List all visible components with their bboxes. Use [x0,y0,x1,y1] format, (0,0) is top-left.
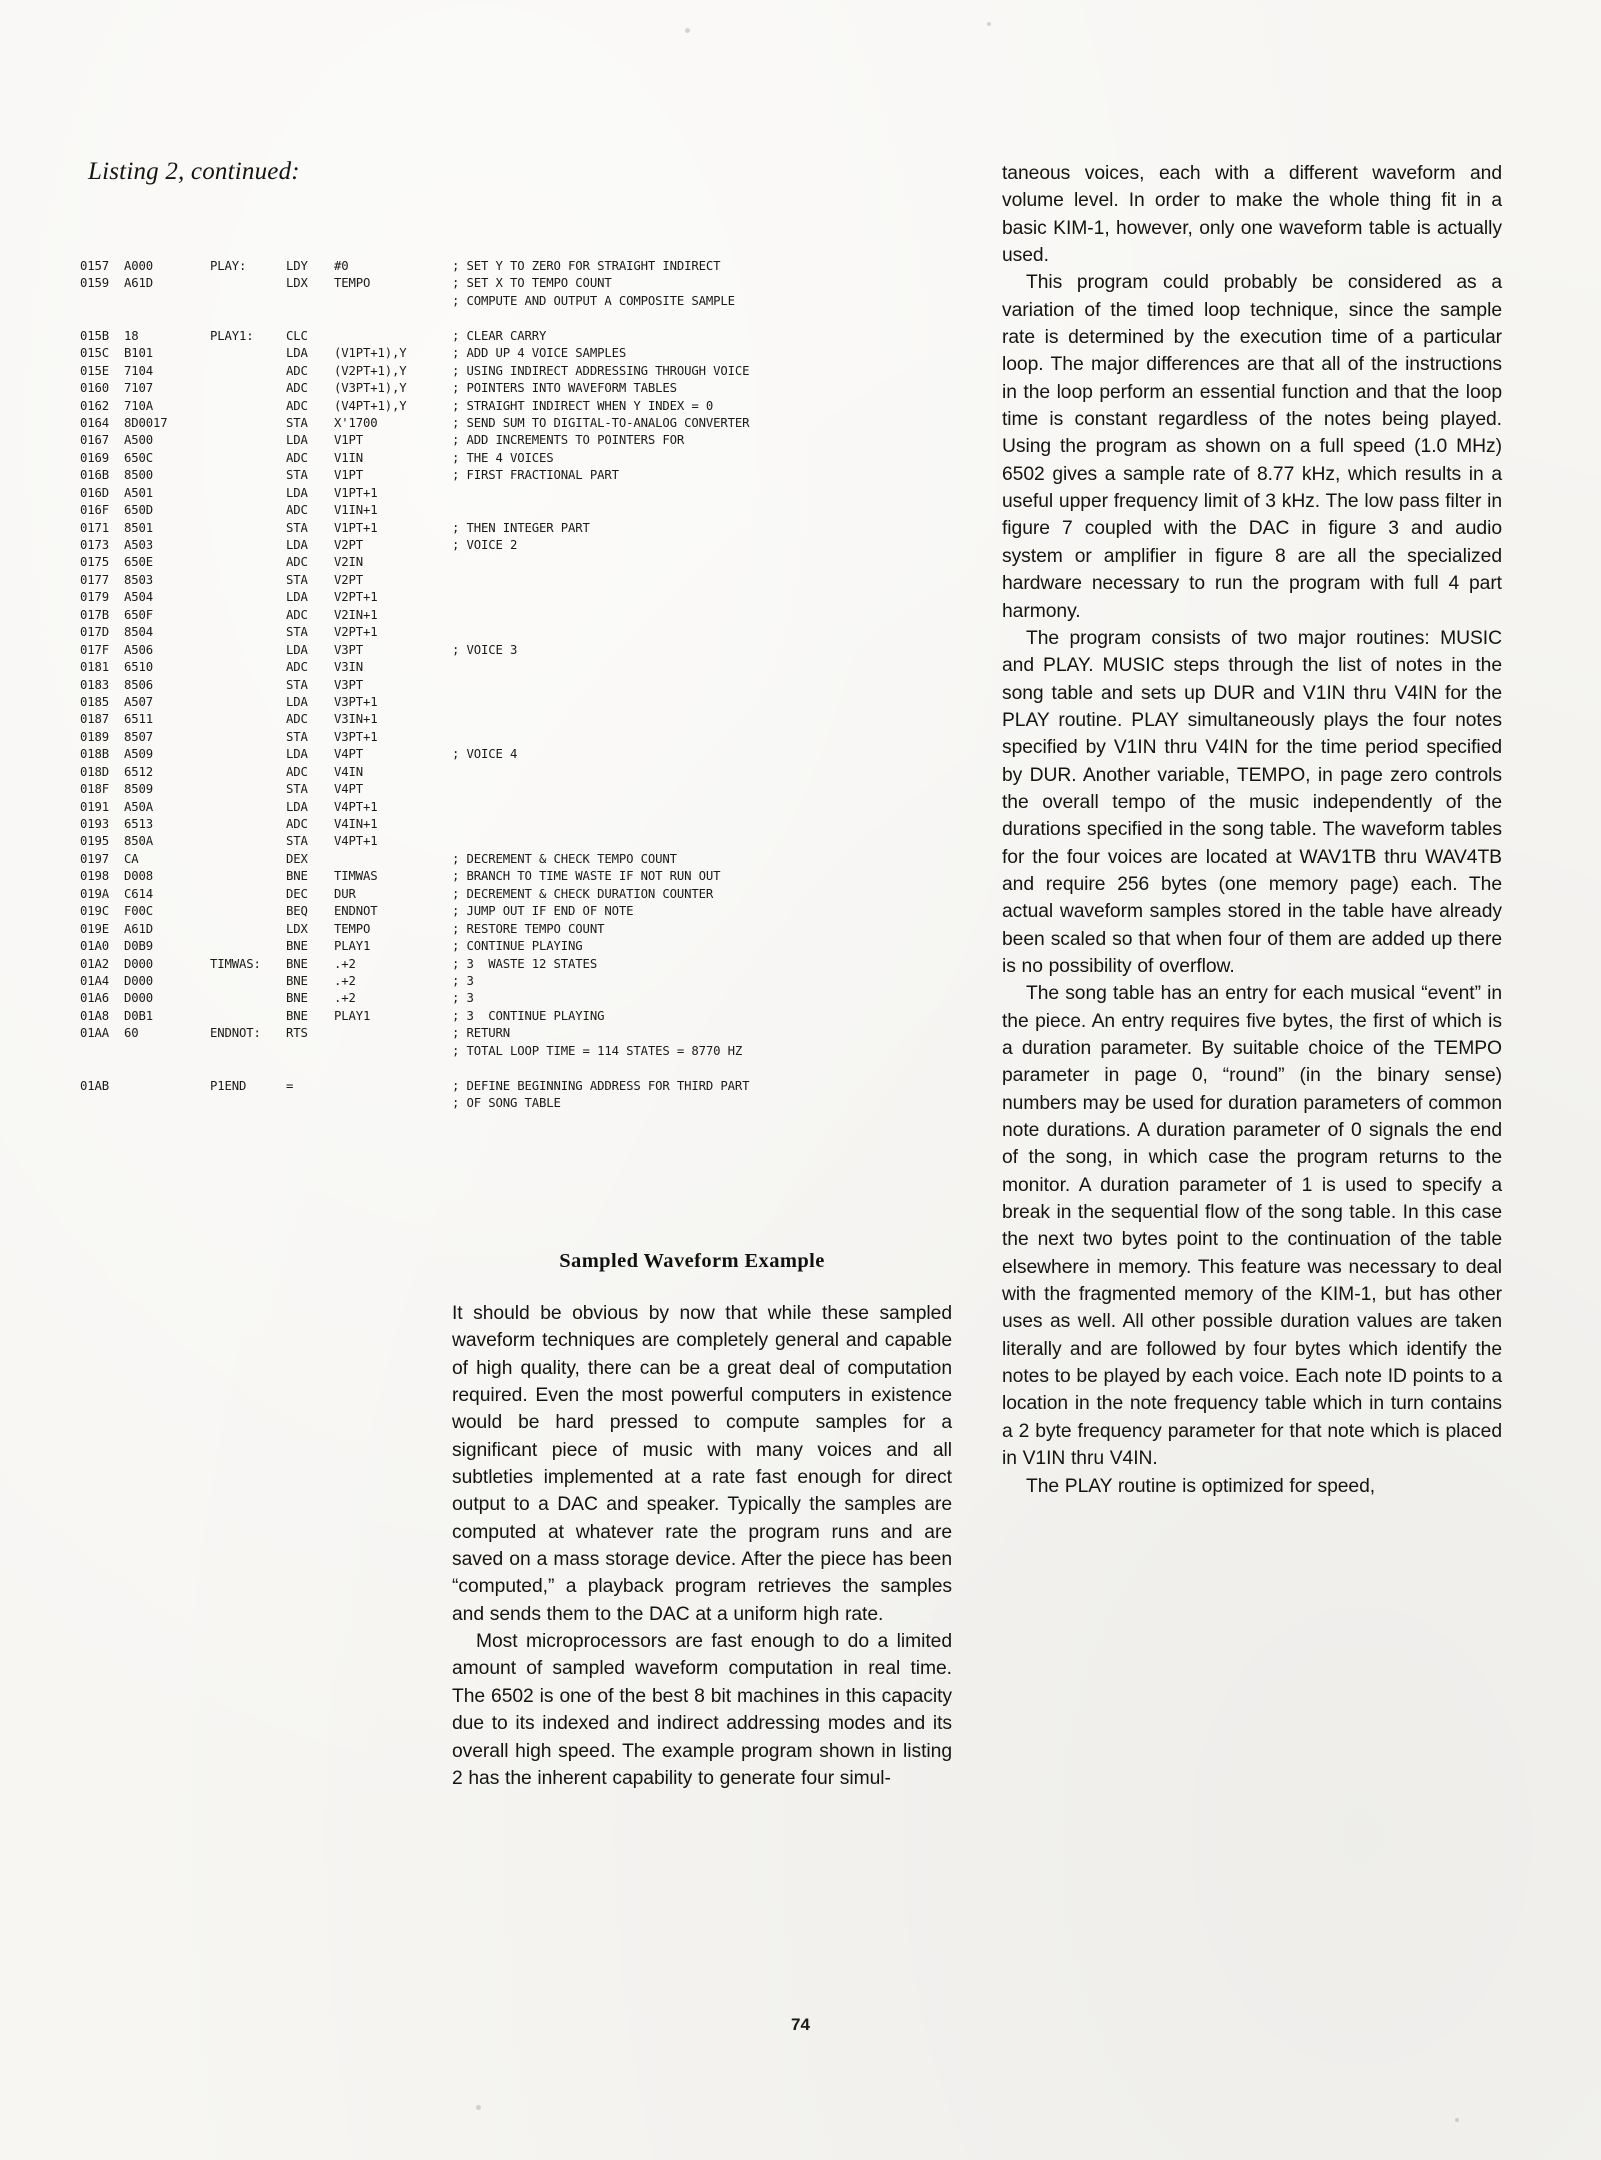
listing-object-code: A504 [124,590,154,605]
listing-operand: V2IN [334,555,364,570]
scan-speck [476,2105,481,2110]
listing-address: 0179 [80,590,110,605]
listing-comment: ; ADD INCREMENTS TO POINTERS FOR [452,433,685,448]
listing-row [80,833,720,850]
listing-address: 019C [80,904,110,919]
listing-operand: V1PT+1 [334,485,378,500]
listing-address: 0159 [80,276,110,291]
listing-object-code: A507 [124,694,154,709]
listing-object-code: A500 [124,433,154,448]
listing-object-code: A501 [124,485,154,500]
listing-address: 0164 [80,415,110,430]
listing-operand: TEMPO [334,276,371,291]
listing-operand: PLAY1 [334,1008,371,1023]
listing-address: 016D [80,485,110,500]
listing-object-code: 18 [124,328,139,343]
listing-mnemonic: ADC [286,660,308,675]
listing-operand: V2PT+1 [334,625,378,640]
listing-mnemonic: BEQ [286,904,308,919]
listing-row [80,1043,743,1060]
listing-mnemonic: LDX [286,276,308,291]
listing-row [80,956,720,973]
listing-operand: V4IN [334,764,364,779]
listing-object-code: 650F [124,607,154,622]
listing-comment: ; POINTERS INTO WAVEFORM TABLES [452,381,677,396]
listing-comment: ; OF SONG TABLE [452,1096,561,1110]
listing-row [80,729,720,746]
listing-row [80,520,720,537]
listing-mnemonic: LDA [286,485,308,500]
listing-row [80,537,720,554]
listing-object-code: D0B9 [124,939,154,954]
listing-address: 017F [80,642,110,657]
listing-operand: V2PT+1 [334,590,378,605]
listing-operand: ENDNOT [334,904,378,919]
listing-operand: TEMPO [334,921,371,936]
listing-row [80,764,720,781]
listing-address: 0171 [80,520,110,535]
listing-address: 015E [80,363,110,378]
listing-row [80,624,720,641]
listing-address: 0162 [80,398,110,413]
listing-operand: V3IN+1 [334,712,378,727]
listing-mnemonic: = [286,1078,294,1093]
listing-operand: V3IN [334,660,364,675]
body-paragraph: Most microprocessors are fast enough to do a limited amount of sampled waveform computation in real time. The 6502 is one of the best 8 bit machines in this capacity due to its indexed and indirect addressing modes and its overall high speed. The example program shown in listing 2 has the inherent capability to generate four simul- [452,1631,952,1789]
listing-row [80,990,720,1007]
listing-mnemonic: ADC [286,450,308,465]
listing-object-code: A61D [124,276,154,291]
listing-comment: ; THE 4 VOICES [452,450,554,465]
listing-object-code: A61D [124,921,154,936]
listing-address: 0185 [80,694,110,709]
listing-row [80,328,720,345]
listing-mnemonic: STA [286,834,308,849]
listing-row [80,363,750,380]
listing-operand: V4PT [334,782,364,797]
listing-mnemonic: CLC [286,328,308,343]
listing-row [80,554,720,571]
listing-operand: DUR [334,886,356,901]
listing-comment: ; COMPUTE AND OUTPUT A COMPOSITE SAMPLE [452,293,735,308]
listing-mnemonic: LDA [286,799,308,814]
listing-row [80,293,735,310]
listing-operand: V3PT [334,642,364,657]
listing-address: 0157 [80,259,110,273]
listing-object-code: 7104 [124,363,154,378]
listing-comment: ; ADD UP 4 VOICE SAMPLES [452,346,627,361]
listing-operand: V1PT [334,468,364,483]
listing-address: 017B [80,607,110,622]
listing-operand: V4PT+1 [334,799,378,814]
listing-comment: ; TOTAL LOOP TIME = 114 STATES = 8770 HZ [452,1043,743,1058]
listing-operand: V4IN+1 [334,817,378,831]
listing-operand: V3PT+1 [334,729,378,744]
listing-mnemonic: ADC [286,712,308,727]
listing-address: 0169 [80,450,110,465]
listing-address: 015C [80,346,110,361]
listing-object-code: D008 [124,869,154,884]
listing-operand: V3PT+1 [334,694,378,709]
listing-object-code: D000 [124,973,154,988]
listing-comment: ; CLEAR CARRY [452,328,547,343]
listing-label: ENDNOT: [210,1026,261,1041]
listing-mnemonic: DEX [286,851,308,866]
listing-mnemonic: ADC [286,607,308,622]
listing-object-code: A50A [124,799,154,814]
listing-mnemonic: STA [286,729,308,744]
listing-label: TIMWAS: [210,956,261,971]
listing-address: 0167 [80,433,110,448]
listing-object-code: 7107 [124,381,154,396]
listing-mnemonic: STA [286,782,308,797]
listing-row [80,694,720,711]
scan-speck [685,28,690,33]
listing-row [80,607,720,624]
assembly-listing [80,258,750,1112]
listing-mnemonic: LDA [286,346,308,361]
listing-comment: ; DECREMENT & CHECK DURATION COUNTER [452,886,714,901]
listing-address: 0198 [80,869,110,884]
listing-operand: (V1PT+1),Y [334,346,407,361]
listing-mnemonic: BNE [286,956,308,971]
listing-address: 0183 [80,677,110,692]
listing-row [80,659,720,676]
listing-mnemonic: RTS [286,1026,308,1041]
listing-operand: TIMWAS [334,869,378,884]
listing-address: 019A [80,886,110,901]
listing-object-code: 8504 [124,625,154,640]
listing-mnemonic: DEC [286,886,308,901]
listing-row [80,851,720,868]
body-paragraph: This program could probably be considered as a variation of the timed loop technique, since the sample rate is determined by the execution time of a particular loop. The major differences are that all of the instructions in the loop perform an essential function and that the loop time is constant regardless of the notes being played. Using the program as shown on a full speed (1.0 MHz) 6502 gives a sample rate of 8.77 kHz, which results in a useful upper frequency limit of 3 kHz. The low pass filter in figure 7 coupled with the DAC in figure 3 and audio system or amplifier in figure 8 are all the specialized hardware necessary to run the program with full 4 part harmony. [1002,272,1502,622]
listing-address: 01A6 [80,991,110,1006]
listing-operand: .+2 [334,991,356,1006]
listing-blank-line [80,1060,720,1077]
listing-row [80,415,750,432]
listing-operand: .+2 [334,973,356,988]
listing-address: 0191 [80,799,110,814]
listing-mnemonic: LDA [286,642,308,657]
listing-comment: ; 3 [452,991,474,1006]
listing-row [80,589,720,606]
listing-address: 018B [80,747,110,762]
listing-address: 016B [80,468,110,483]
listing-comment: ; 3 CONTINUE PLAYING [452,1008,605,1023]
listing-operand: .+2 [334,956,356,971]
listing-row [80,868,720,885]
listing-operand: V1IN [334,450,364,465]
listing-operand: V2PT [334,572,364,587]
listing-row [80,345,720,362]
listing-address: 0173 [80,538,110,552]
listing-object-code: B101 [124,346,154,361]
listing-address: 01A8 [80,1008,110,1023]
scan-speck [987,22,991,26]
listing-mnemonic: LDA [286,433,308,448]
listing-mnemonic: LDY [286,259,308,273]
listing-address: 01AA [80,1026,110,1041]
listing-mnemonic: ADC [286,764,308,779]
listing-comment: ; USING INDIRECT ADDRESSING THROUGH VOICE [452,363,750,378]
listing-comment: ; VOICE 3 [452,642,518,657]
listing-address: 019E [80,921,110,936]
listing-object-code: 8501 [124,520,154,535]
listing-mnemonic: BNE [286,973,308,988]
body-paragraph: The program consists of two major routines: MUSIC and PLAY. MUSIC steps through the list of notes in the song table and sets up DUR and V1IN thru V4IN for the PLAY routine. PLAY simultaneously plays the four notes specified by V1IN thru V4IN for the time period specified by DUR. Another variable, TEMPO, in page zero controls the overall tempo of the music independently of the durations specified in the song table. The waveform tables for the four voices are located at WAV1TB thru WAV4TB and require 256 bytes (one memory page) each. The actual waveform samples stored in the table have already been scaled so that when four of them are added up there is no possibility of overflow. [1002,627,1502,977]
listing-address: 0189 [80,729,110,744]
listing-label: PLAY: [210,259,247,273]
listing-object-code: 8506 [124,677,154,692]
listing-address: 0181 [80,660,110,675]
listing-object-code: 710A [124,398,154,413]
listing-comment: ; RESTORE TEMPO COUNT [452,921,605,936]
listing-row [80,572,720,589]
listing-operand: V3PT [334,677,364,692]
listing-comment: ; JUMP OUT IF END OF NOTE [452,904,634,919]
listing-row [80,677,720,694]
listing-object-code: 850A [124,834,154,849]
listing-row [80,450,720,467]
listing-mnemonic: STA [286,415,308,430]
body-paragraph: The PLAY routine is optimized for speed, [1026,1475,1376,1497]
listing-row [80,275,720,292]
listing-mnemonic: LDA [286,694,308,709]
listing-object-code: D0B1 [124,1008,154,1023]
listing-address: 018D [80,764,110,779]
listing-object-code: D000 [124,956,154,971]
listing-object-code: 6513 [124,817,154,831]
listing-object-code: 8509 [124,782,154,797]
listing-address: 0193 [80,817,110,831]
listing-comment: ; CONTINUE PLAYING [452,939,583,954]
listing-address: 01AB [80,1078,110,1093]
listing-address: 016F [80,503,110,518]
listing-object-code: 60 [124,1026,139,1041]
listing-address: 01A2 [80,956,110,971]
listing-operand: V2PT [334,538,364,552]
listing-comment: ; 3 WASTE 12 STATES [452,956,598,971]
listing-mnemonic: STA [286,572,308,587]
listing-operand: (V3PT+1),Y [334,381,407,396]
listing-object-code: A000 [124,259,154,273]
listing-comment: ; SEND SUM TO DIGITAL-TO-ANALOG CONVERTER [452,415,750,430]
listing-row [80,467,720,484]
listing-mnemonic: ADC [286,555,308,570]
listing-label: PLAY1: [210,328,254,343]
body-paragraph: The song table has an entry for each musical “event” in the piece. An entry requires five bytes, the first of which is a duration parameter. By suitable choice of the TEMPO parameter in page 0, “round” (in the binary sense) numbers may be used for duration parameters of common note durations. A duration parameter of 0 signals the end of the song, in which case the program returns to the monitor. A duration parameter of 1 is used to specify a break in the sequential flow of the song table. In this case the next two bytes point to the continuation of the table elsewhere in memory. This feature was necessary to deal with the fragmented memory of the KIM-1, but has other uses as well. All other possible duration values are taken literally and are followed by four bytes which identify the notes to be played by each voice. Each note ID points to a location in the note frequency table which in turn contains a 2 byte frequency parameter for that note which is placed in V1IN thru V4IN. [1002,983,1502,1470]
listing-row [80,886,720,903]
listing-mnemonic: BNE [286,1008,308,1023]
listing-row [80,799,720,816]
listing-mnemonic: ADC [286,503,308,518]
listing-mnemonic: ADC [286,817,308,831]
listing-mnemonic: LDA [286,590,308,605]
listing-mnemonic: LDA [286,747,308,762]
listing-row [80,398,720,415]
listing-mnemonic: STA [286,625,308,640]
listing-row [80,921,720,938]
listing-address: 0160 [80,381,110,396]
listing-mnemonic: LDA [286,538,308,552]
listing-operand: V4PT+1 [334,834,378,849]
listing-row [80,938,720,955]
listing-row [80,1025,720,1042]
listing-comment: ; 3 [452,973,474,988]
listing-object-code: 8503 [124,572,154,587]
listing-mnemonic: ADC [286,398,308,413]
listing-mnemonic: STA [286,520,308,535]
listing-address: 0177 [80,572,110,587]
listing-comment: ; VOICE 2 [452,538,518,552]
body-paragraph: taneous voices, each with a different waveform and volume level. In order to make the whole thing fit in a basic KIM-1, however, only one waveform table is actually used. [1002,163,1502,267]
listing-row [80,816,720,833]
listing-comment: ; DECREMENT & CHECK TEMPO COUNT [452,851,677,866]
page-number: 74 [791,2015,810,2034]
scan-speck [1455,2118,1459,2122]
listing-mnemonic: ADC [286,363,308,378]
listing-mnemonic: STA [286,468,308,483]
listing-comment: ; SET X TO TEMPO COUNT [452,276,612,291]
listing-object-code: A503 [124,538,154,552]
listing-row [80,746,720,763]
listing-object-code: A506 [124,642,154,657]
listing-operand: #0 [334,259,349,273]
listing-object-code: 8D0017 [124,415,168,430]
listing-row [80,380,720,397]
listing-operand: V1PT+1 [334,520,378,535]
listing-operand: V2IN+1 [334,607,378,622]
listing-row [80,1078,750,1095]
listing-row [80,903,720,920]
listing-object-code: 650D [124,503,154,518]
listing-comment: ; STRAIGHT INDIRECT WHEN Y INDEX = 0 [452,398,714,413]
listing-label: P1END [210,1078,247,1093]
listing-object-code: 8507 [124,729,154,744]
listing-mnemonic: STA [286,677,308,692]
listing-row [80,485,720,502]
listing-mnemonic: BNE [286,939,308,954]
listing-operand: (V4PT+1),Y [334,398,407,413]
listing-mnemonic: LDX [286,921,308,936]
listing-object-code: 8500 [124,468,154,483]
listing-address: 0187 [80,712,110,727]
listing-row [80,781,720,798]
listing-comment: ; SET Y TO ZERO FOR STRAIGHT INDIRECT [452,259,721,273]
listing-object-code: 6512 [124,764,154,779]
listing-address: 017D [80,625,110,640]
listing-address: 01A4 [80,973,110,988]
listing-comment: ; RETURN [452,1026,511,1041]
listing-row [80,1008,720,1025]
listing-object-code: 650C [124,450,154,465]
body-column-right [1002,160,1502,1500]
listing-comment: ; FIRST FRACTIONAL PART [452,468,619,483]
listing-address: 015B [80,328,110,343]
listing-address: 0197 [80,851,110,866]
listing-object-code: D000 [124,991,154,1006]
listing-object-code: 6511 [124,712,154,727]
listing-operand: (V2PT+1),Y [334,363,407,378]
listing-operand: V4PT [334,747,364,762]
listing-mnemonic: BNE [286,991,308,1006]
listing-object-code: 6510 [124,660,154,675]
listing-operand: V1IN+1 [334,503,378,518]
listing-row [80,502,720,519]
listing-object-code: A509 [124,747,154,762]
listing-row [80,258,720,275]
listing-operand: PLAY1 [334,939,371,954]
listing-row [80,711,720,728]
listing-row [80,973,720,990]
section-heading: Sampled Waveform Example [559,1250,825,1272]
body-column-left [452,1300,952,1792]
listing-row [80,1095,720,1112]
listing-operand: X'1700 [334,415,378,430]
listing-object-code: CA [124,851,139,866]
listing-comment: ; DEFINE BEGINNING ADDRESS FOR THIRD PART [452,1078,750,1093]
listing-row [80,642,720,659]
listing-mnemonic: BNE [286,869,308,884]
listing-comment: ; VOICE 4 [452,747,518,762]
body-paragraph: It should be obvious by now that while these sampled waveform techniques are completely general and capable of high quality, there can be a great deal of computation required. Even the most powerful computers in existence would be hard pressed to compute samples for a significant piece of music with many voices and all subtleties implemented at a rate fast enough for direct output to a DAC and speaker. Typically the samples are computed at whatever rate the program runs and are saved on a mass storage device. After the piece has been “computed,” a playback program retrieves the samples and sends them to the DAC at a uniform high rate. [452,1303,952,1625]
listing-address: 0195 [80,834,110,849]
listing-address: 01A0 [80,939,110,954]
listing-operand: V1PT [334,433,364,448]
listing-object-code: 650E [124,555,154,570]
listing-comment: ; THEN INTEGER PART [452,520,590,535]
listing-mnemonic: ADC [286,381,308,396]
listing-caption: Listing 2, continued: [88,158,300,185]
listing-address: 0175 [80,555,110,570]
listing-address: 018F [80,782,110,797]
listing-comment: ; BRANCH TO TIME WASTE IF NOT RUN OUT [452,869,721,884]
listing-object-code: C614 [124,886,154,901]
listing-object-code: F00C [124,904,154,919]
listing-blank-line [80,310,720,327]
listing-row [80,432,720,449]
